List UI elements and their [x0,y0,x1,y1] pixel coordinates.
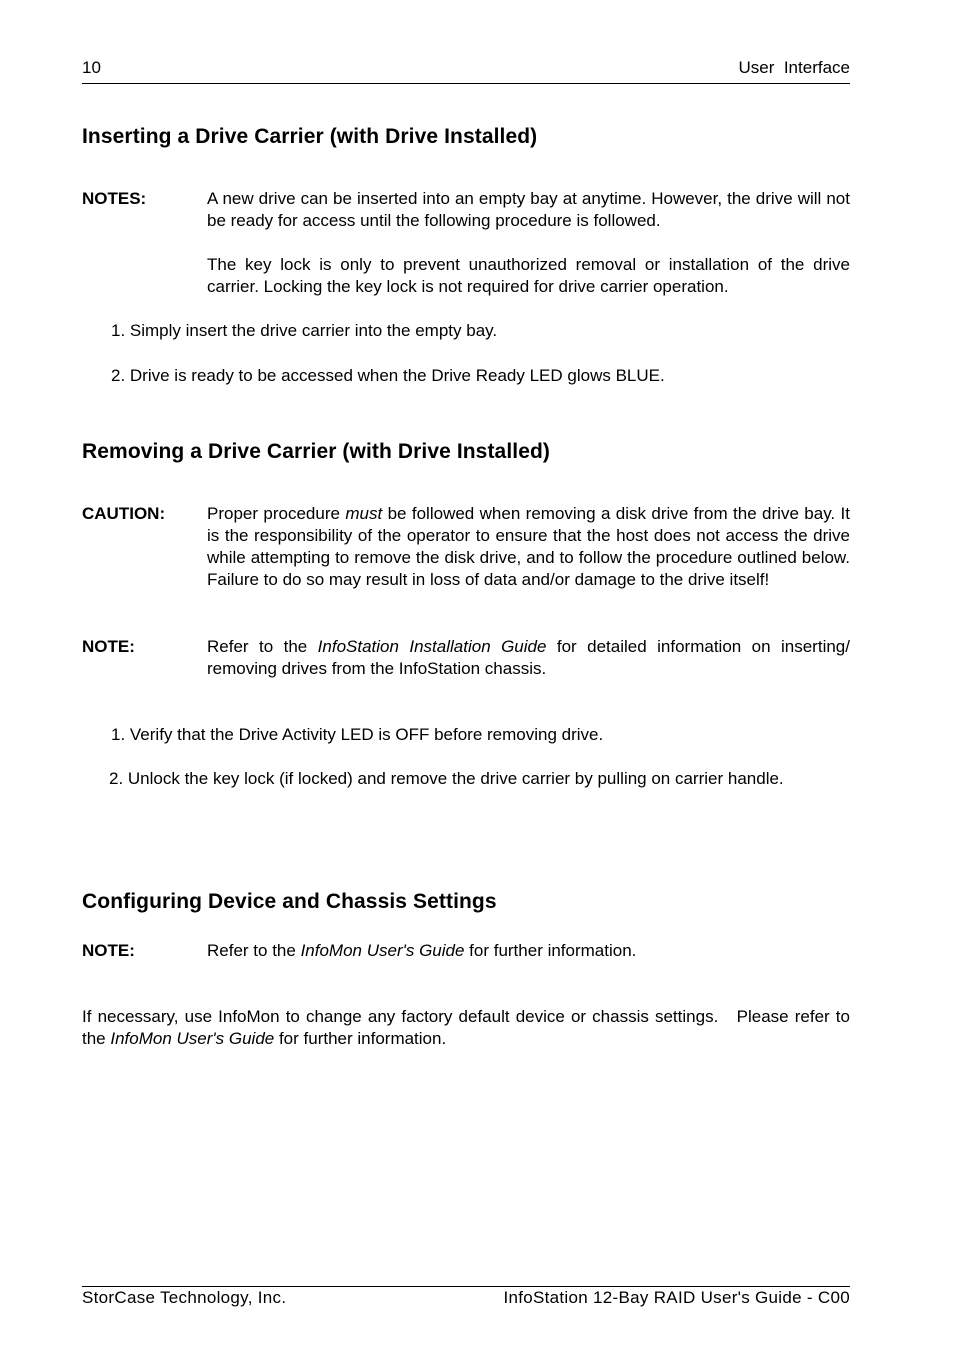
page-number: 10 [82,58,101,77]
remove-step-2: 2. Unlock the key lock (if locked) and remove the drive carrier by pulling on carrier handle. [109,769,784,788]
remove-step-1: 1. Verify that the Drive Activity LED is OFF before removing drive. [111,725,604,744]
notes-label: NOTES: [82,189,147,208]
remove-note-post: for detailed information on inserting/ removing drives from the InfoStation chassis. [207,637,850,678]
config-para-pre: If necessary, use InfoMon to change any factory default device or chassis settings. Please refer to the [82,1007,855,1048]
config-note-pre: Refer to the [207,941,301,960]
insert-step-1: 1. Simply insert the drive carrier into the empty bay. [111,321,498,340]
config-note-text [207,940,850,962]
caution-label: CAUTION: [82,504,166,523]
remove-note-text [207,636,850,680]
caution-emphasis: must [345,504,383,523]
config-paragraph [82,1006,855,1050]
infomon-guide-ref-2: InfoMon User's Guide [110,1029,275,1048]
header-rule [82,83,850,84]
caution-text [207,503,850,591]
config-section-title: Configuring Device and Chassis Settings [82,890,497,913]
footer-rule [82,1286,850,1287]
remove-section-title: Removing a Drive Carrier (with Drive Installed) [82,440,551,463]
insert-step-2: 2. Drive is ready to be accessed when the Drive Ready LED glows BLUE. [111,366,665,385]
remove-note-pre: Refer to the [207,637,318,656]
caution-text-post: be followed when removing a disk drive from the drive bay. It is the responsibility of the operator to ensure that the host does not access the drive while attempting to remove the disk drive, and to follow the procedure outlined below. Failure to do so may result in loss of data and/or damage to the drive itself! [207,504,850,589]
installation-guide-ref: InfoStation Installation Guide [317,637,547,656]
config-para-post: for further information. [274,1029,447,1048]
footer-document: InfoStation 12-Bay RAID User's Guide - C00 [503,1288,850,1307]
infomon-guide-ref: InfoMon User's Guide [300,941,465,960]
running-header: User Interface [738,58,850,77]
insert-note-2: The key lock is only to prevent unauthorized removal or installation of the drive carrier. Locking the key lock is not required for drive carrier operation. [207,255,850,296]
insert-note-1: A new drive can be inserted into an empty bay at anytime. However, the drive will not be ready for access until the following procedure is followed. [207,189,850,230]
remove-note-label: NOTE: [82,637,135,656]
footer-company: StorCase Technology, Inc. [82,1288,287,1307]
config-note-label: NOTE: [82,941,135,960]
insert-section-title: Inserting a Drive Carrier (with Drive Installed) [82,125,538,148]
caution-text-pre: Proper procedure [207,504,346,523]
config-note-post: for further information. [464,941,637,960]
